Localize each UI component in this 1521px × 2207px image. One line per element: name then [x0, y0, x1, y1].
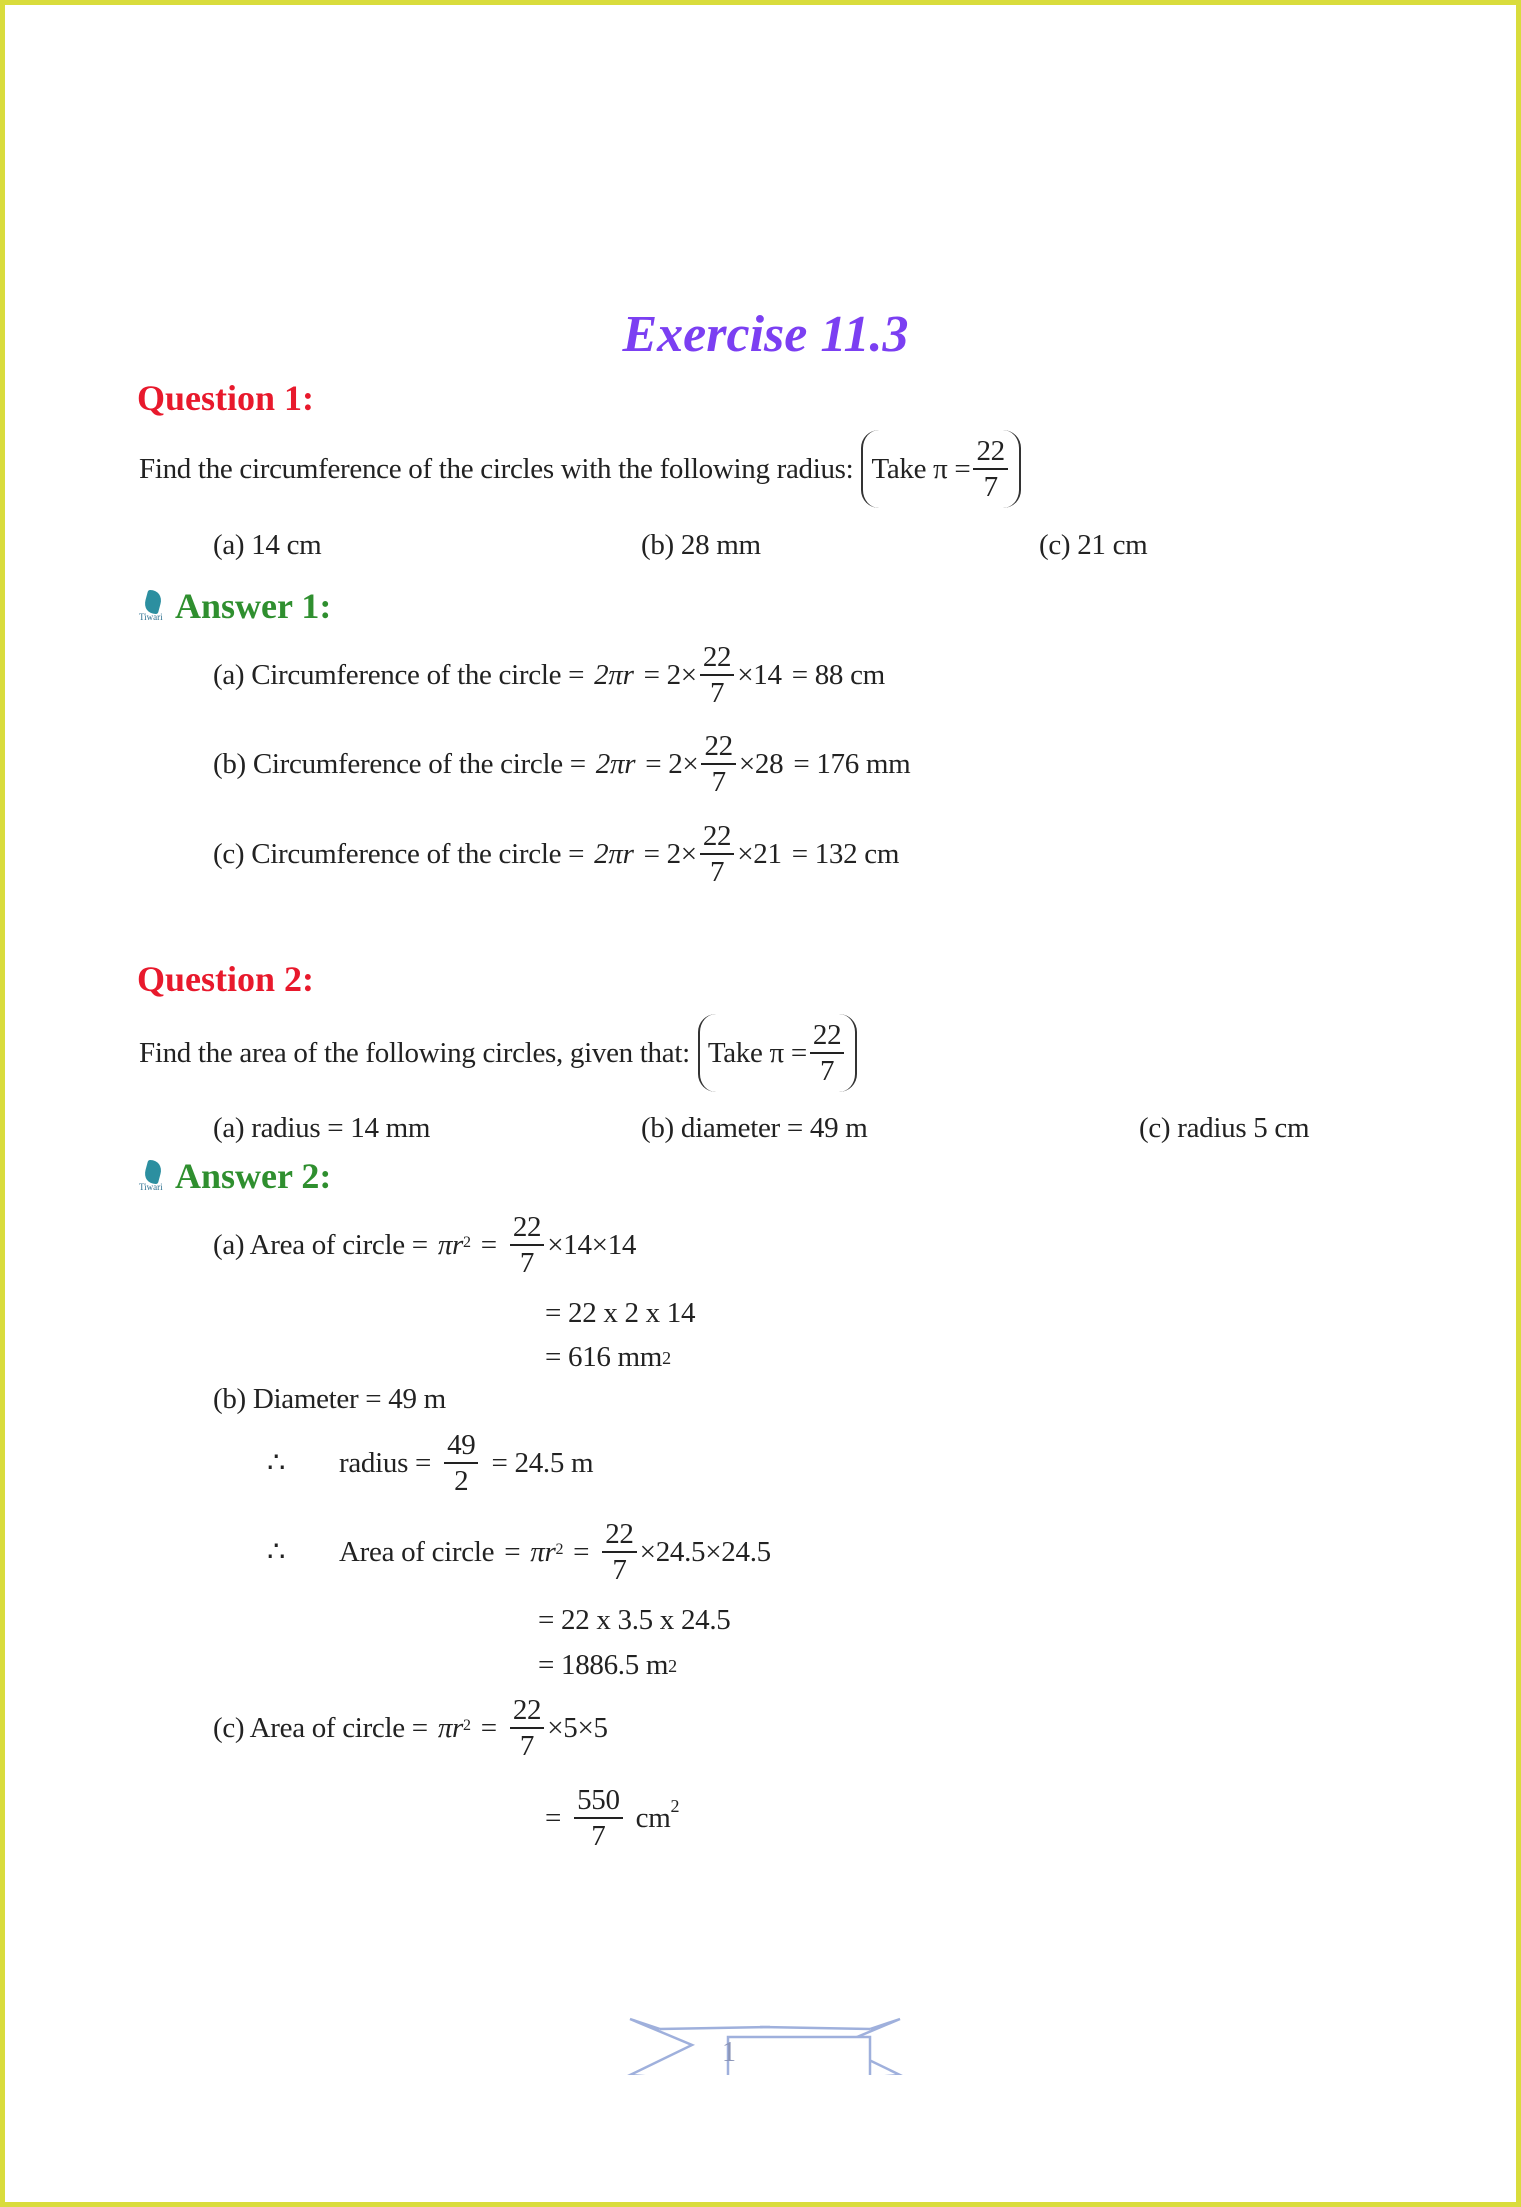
row-label: (a) Area of circle =	[213, 1229, 428, 1261]
q2-option-b: (b) diameter = 49 m	[641, 1112, 868, 1144]
numerator: 22	[700, 640, 734, 676]
denominator: 7	[519, 1730, 535, 1762]
denominator: 7	[983, 471, 998, 503]
denominator: 7	[612, 1554, 627, 1586]
formula: πr	[437, 1712, 464, 1744]
answer-2b-step2	[538, 1644, 677, 1686]
answer-1-row-c	[213, 814, 899, 894]
result: = 132 cm	[791, 838, 900, 870]
logo-icon: Tiwari	[139, 590, 167, 622]
exponent: 2	[668, 1656, 677, 1676]
equals: =	[573, 1536, 590, 1568]
formula: 2πr	[595, 748, 636, 780]
fraction	[973, 434, 1007, 504]
numerator: 22	[510, 1210, 544, 1246]
fraction	[602, 1517, 636, 1587]
equals: =	[504, 1536, 521, 1568]
fraction	[510, 1210, 544, 1280]
denominator: 2	[454, 1465, 469, 1497]
formula: 2πr	[594, 838, 634, 870]
prompt-text: Find the area of the following circles, given that:	[139, 1037, 690, 1069]
exponent: 2	[555, 1541, 564, 1558]
question-2-heading: Question 2:	[137, 959, 315, 999]
numerator: 22	[701, 729, 735, 765]
denominator: 7	[709, 677, 725, 709]
question-2-prompt	[139, 1013, 857, 1093]
expr: ×24.5×24.5	[639, 1536, 771, 1568]
answer-2c-result	[545, 1778, 679, 1858]
numerator: 22	[700, 819, 734, 855]
numerator: 22	[810, 1018, 844, 1054]
row-label: (a) Circumference of the circle =	[213, 659, 585, 691]
equals: =	[480, 1712, 497, 1744]
expr: ×14×14	[547, 1229, 637, 1261]
question-1-prompt	[139, 429, 1021, 509]
fraction	[701, 729, 735, 799]
q2-option-c: (c) radius 5 cm	[1139, 1112, 1310, 1144]
formula: πr	[437, 1229, 464, 1261]
logo-icon: Tiwari	[139, 1160, 167, 1192]
expr: ×14	[737, 659, 782, 691]
answer-2b-step1: = 22 x 3.5 x 24.5	[538, 1604, 731, 1636]
step-text: = 1886.5 m	[538, 1649, 669, 1681]
step-text: = 616 mm	[545, 1341, 663, 1373]
q1-option-b: (b) 28 mm	[641, 529, 761, 561]
row-label: (c) Circumference of the circle =	[213, 838, 585, 870]
expr: = 2×	[643, 659, 697, 691]
equals: =	[545, 1802, 562, 1834]
numerator: 22	[510, 1693, 544, 1729]
page-number: 1	[722, 2037, 736, 2068]
expr: = 2×	[645, 748, 699, 780]
area-label: Area of circle	[339, 1536, 495, 1568]
radius-label: radius =	[339, 1447, 432, 1479]
answer-2-label: Answer 2:	[175, 1156, 332, 1196]
answer-1-row-b	[213, 724, 910, 804]
expr: ×5×5	[547, 1712, 608, 1744]
numerator: 49	[444, 1428, 478, 1464]
numerator: 22	[973, 434, 1007, 470]
denominator: 7	[591, 1820, 606, 1852]
denominator: 7	[819, 1055, 835, 1087]
answer-2b-area	[267, 1512, 771, 1592]
take-pi-label: Take π =	[707, 1037, 807, 1069]
fraction	[700, 819, 734, 889]
take-pi-label: Take π =	[871, 453, 971, 485]
denominator: 7	[711, 766, 726, 798]
expr: = 2×	[643, 838, 697, 870]
answer-2a-step2	[545, 1336, 671, 1378]
q1-option-c: (c) 21 cm	[1039, 529, 1148, 561]
take-pi-note	[698, 1014, 857, 1092]
row-label: (c) Area of circle =	[213, 1712, 428, 1744]
answer-1-row-a	[213, 635, 885, 715]
expr: ×21	[737, 838, 782, 870]
q1-option-a: (a) 14 cm	[213, 529, 322, 561]
fraction	[574, 1783, 623, 1853]
question-1-heading: Question 1:	[137, 378, 315, 418]
formula: πr	[530, 1536, 556, 1568]
unit: cm	[635, 1802, 671, 1834]
answer-2-heading	[139, 1155, 331, 1197]
denominator: 7	[709, 856, 725, 888]
equals: =	[480, 1229, 497, 1261]
answer-1-heading	[139, 585, 331, 627]
fraction	[510, 1693, 544, 1763]
therefore-symbol: ∴	[267, 1536, 286, 1568]
result: = 88 cm	[791, 659, 885, 691]
q2-option-a: (a) radius = 14 mm	[213, 1112, 431, 1144]
answer-2a-step1: = 22 x 2 x 14	[545, 1297, 696, 1329]
exponent: 2	[662, 1348, 671, 1368]
take-pi-note	[861, 430, 1020, 508]
denominator: 7	[519, 1247, 535, 1279]
fraction	[810, 1018, 844, 1088]
fraction	[700, 640, 734, 710]
exponent: 2	[463, 1717, 471, 1734]
page-number-ribbon	[620, 1995, 910, 2075]
answer-2c-line	[213, 1688, 608, 1768]
exponent: 2	[670, 1796, 680, 1816]
answer-2b-diameter: (b) Diameter = 49 m	[213, 1383, 446, 1415]
prompt-text: Find the circumference of the circles with the following radius:	[139, 453, 854, 485]
fraction	[444, 1428, 478, 1498]
exercise-title: Exercise 11.3	[622, 306, 909, 363]
result: = 176 mm	[793, 748, 911, 780]
formula: 2πr	[594, 659, 634, 691]
row-label: (b) Circumference of the circle =	[213, 748, 586, 780]
numerator: 22	[602, 1517, 636, 1553]
answer-2b-radius	[267, 1423, 593, 1503]
result: = 24.5 m	[491, 1447, 594, 1479]
expr: ×28	[738, 748, 784, 780]
answer-2a-line	[213, 1205, 636, 1285]
therefore-symbol: ∴	[267, 1447, 286, 1479]
numerator: 550	[574, 1783, 623, 1819]
exponent: 2	[463, 1234, 471, 1251]
answer-1-label: Answer 1:	[175, 586, 332, 626]
